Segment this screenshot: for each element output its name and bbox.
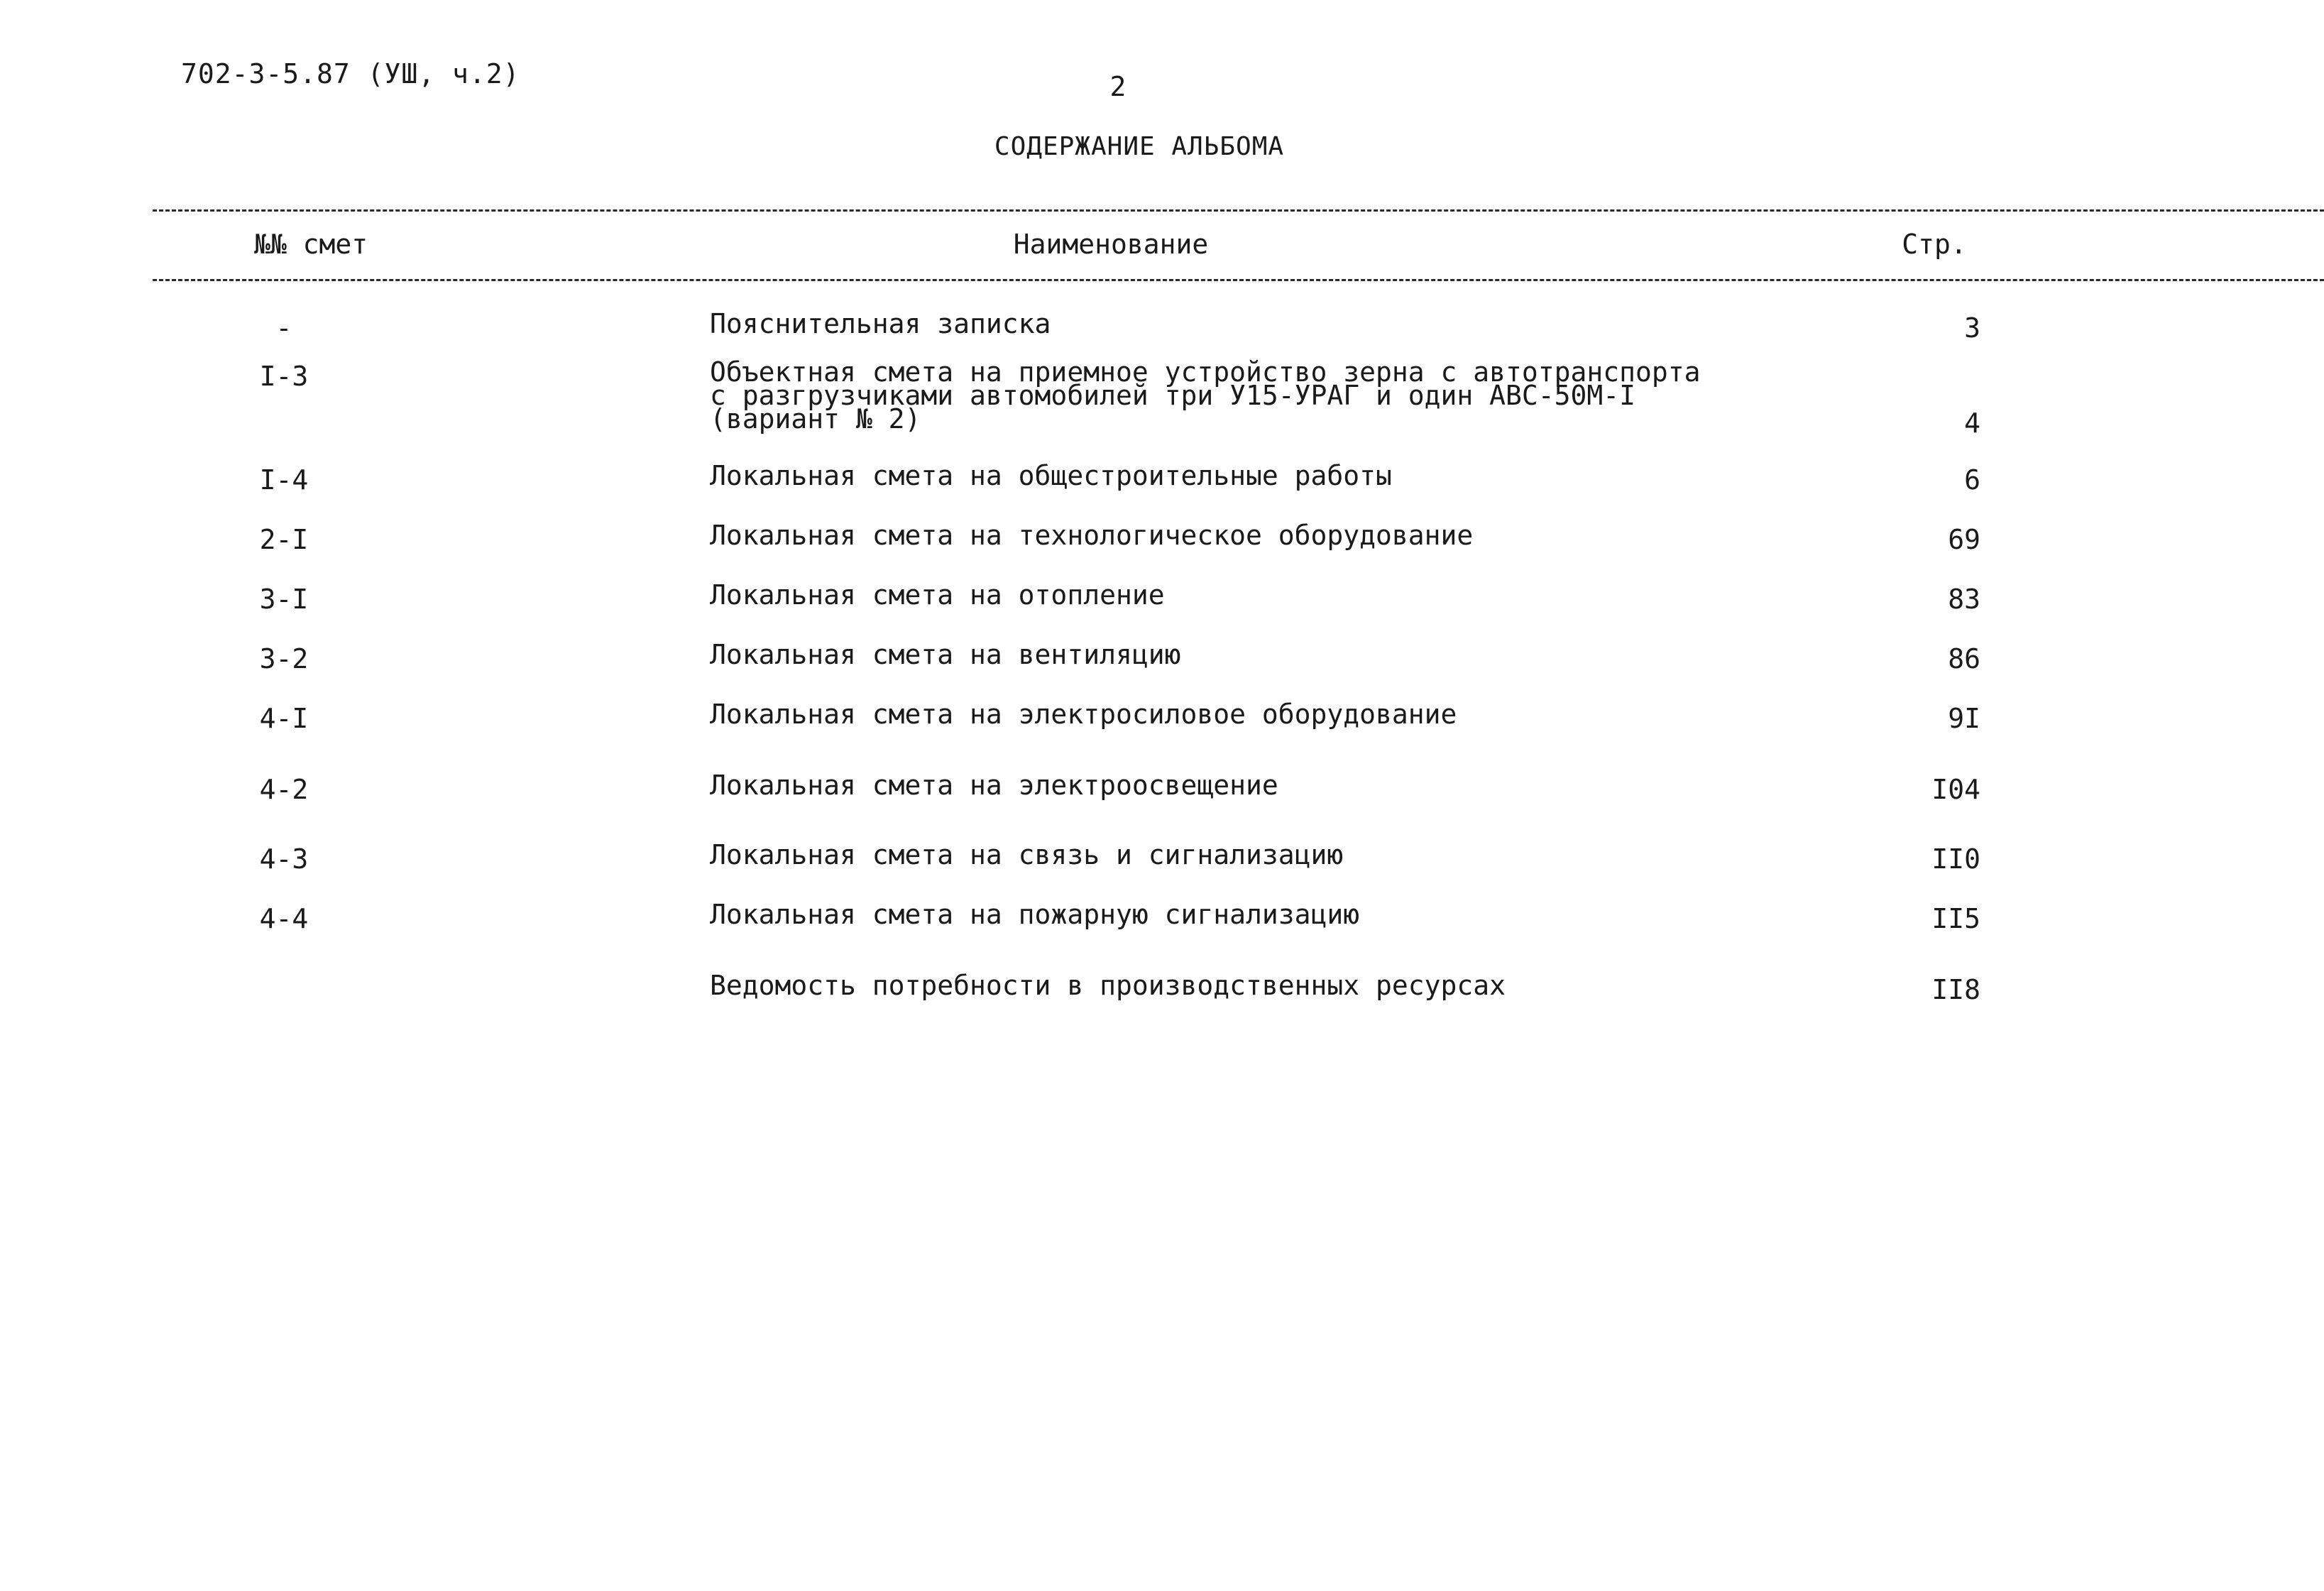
table-top-rule bbox=[153, 209, 2324, 212]
estimate-name: Локальная смета на общестроительные работы bbox=[710, 460, 1392, 491]
estimate-name: Локальная смета на технологическое оборудование bbox=[710, 520, 1474, 551]
estimate-number: 4-4 bbox=[259, 903, 309, 934]
estimate-name: Локальная смета на пожарную сигнализацию bbox=[710, 899, 1360, 930]
estimate-name: Локальная смета на электросиловое оборудование bbox=[710, 699, 1457, 730]
page-ref: II0 bbox=[1931, 843, 1980, 875]
estimate-number: I-4 bbox=[259, 464, 309, 496]
album-title: СОДЕРЖАНИЕ АЛЬБОМА bbox=[994, 132, 1285, 161]
page-ref: II5 bbox=[1931, 903, 1980, 934]
estimate-number: 3-I bbox=[259, 584, 309, 615]
page-ref: I04 bbox=[1931, 774, 1980, 805]
estimate-number: 2-I bbox=[259, 524, 309, 555]
estimate-name: Локальная смета на связь и сигнализацию bbox=[710, 839, 1344, 870]
page-ref: 9I bbox=[1948, 703, 1980, 734]
column-header-name: Наименование bbox=[1013, 229, 1209, 260]
page-ref: II8 bbox=[1931, 974, 1980, 1005]
estimate-name-line: Объектная смета на приемное устройство зерна с автотранспорта с разгрузчиками автомобилей три У15-УРАГ и один АВС-50М-I (вариант № 2) bbox=[710, 356, 1701, 434]
estimate-name: Локальная смета на отопление bbox=[710, 579, 1165, 611]
page-ref: 86 bbox=[1948, 643, 1980, 674]
estimate-number: I-3 bbox=[259, 361, 309, 392]
estimate-number: 4-3 bbox=[259, 843, 309, 875]
page-ref: 83 bbox=[1948, 584, 1980, 615]
estimate-name: Пояснительная записка bbox=[710, 308, 1051, 339]
document-code: 702-3-5.87 (УШ, ч.2) bbox=[181, 58, 520, 89]
estimate-number: 4-2 bbox=[259, 774, 309, 805]
page-ref: 69 bbox=[1948, 524, 1980, 555]
page-ref: 3 bbox=[1964, 312, 1980, 344]
estimate-name: Локальная смета на вентиляцию bbox=[710, 639, 1181, 670]
estimate-name: Локальная смета на электроосвещение bbox=[710, 770, 1278, 801]
page-number: 2 bbox=[1109, 71, 1127, 102]
estimate-number: - bbox=[275, 312, 292, 344]
estimate-number: 3-2 bbox=[259, 643, 309, 674]
page-ref: 6 bbox=[1964, 464, 1980, 496]
estimate-name: Ведомость потребности в производственных ресурсах bbox=[710, 970, 1506, 1001]
estimate-name-multiline bbox=[710, 356, 1704, 434]
column-header-number: №№ смет bbox=[254, 229, 368, 260]
page-ref: 4 bbox=[1964, 408, 1980, 439]
table-header-rule bbox=[153, 279, 2324, 281]
estimate-number: 4-I bbox=[259, 703, 309, 734]
column-header-page: Стр. bbox=[1902, 229, 1967, 260]
